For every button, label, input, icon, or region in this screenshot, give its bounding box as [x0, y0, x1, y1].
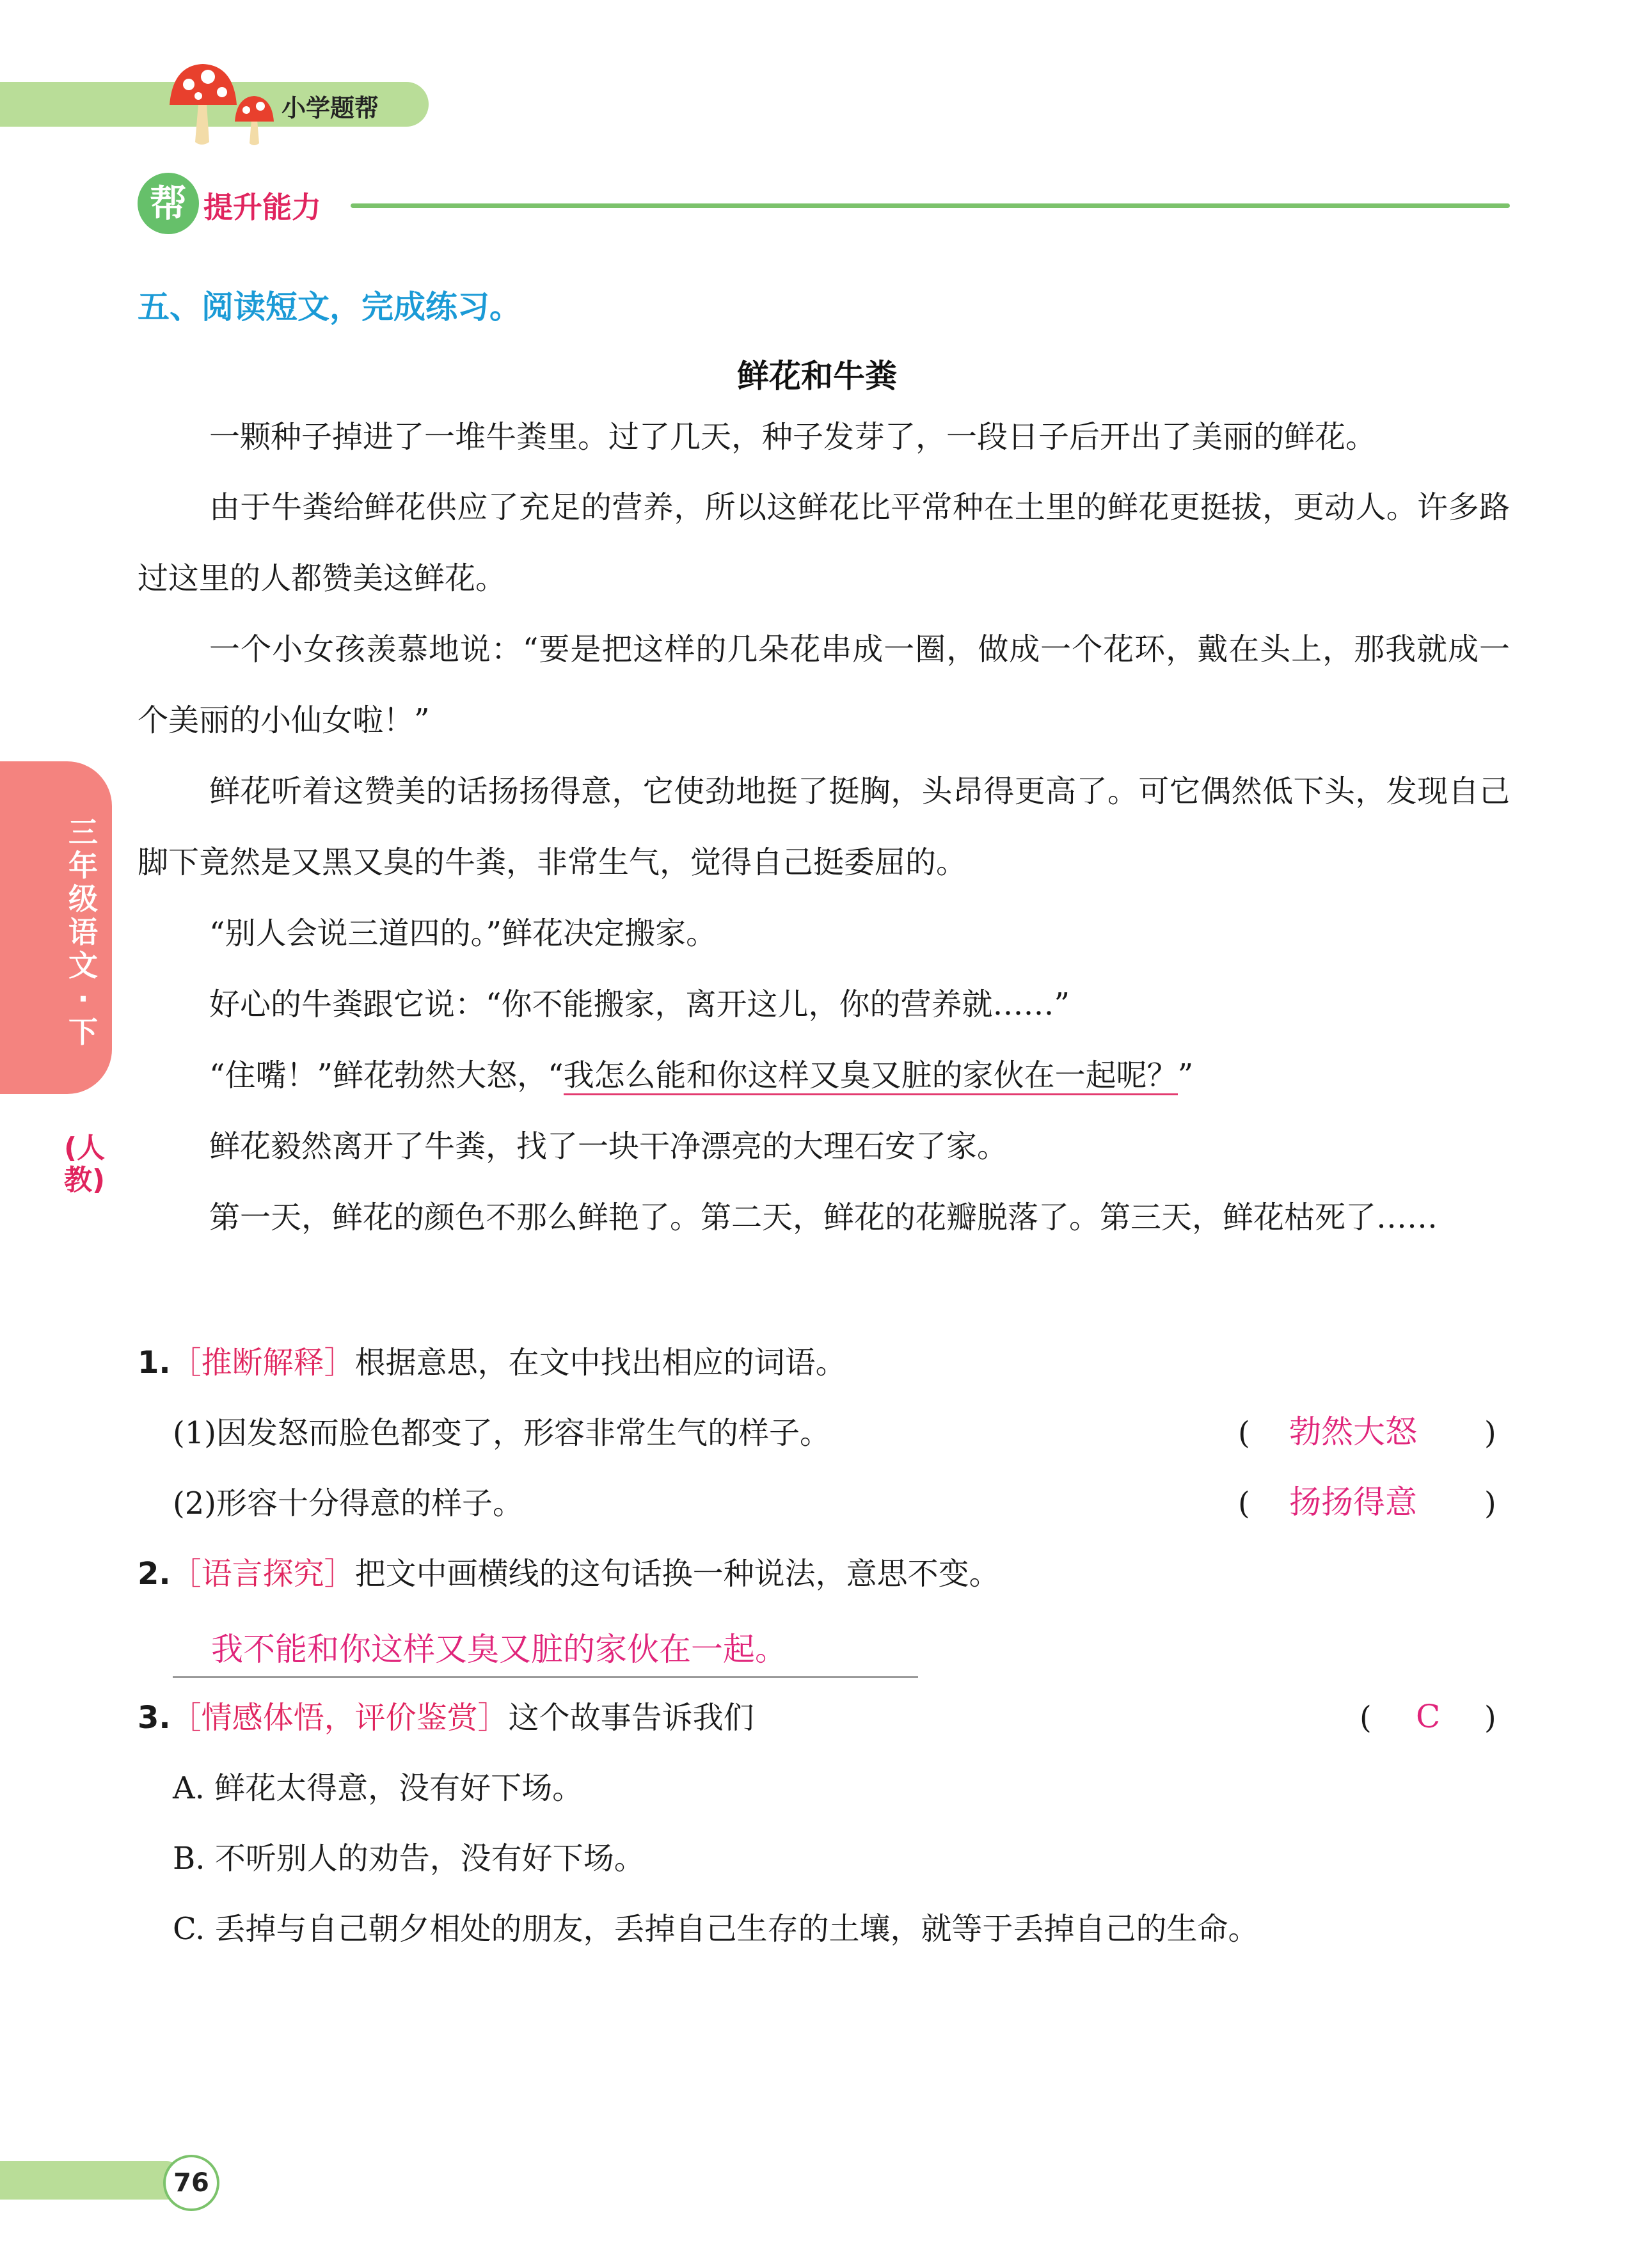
story-paragraph-6: 好心的牛粪跟它说：“你不能搬家，离开这儿，你的营养就……” [209, 987, 1070, 1022]
answer-2: 我不能和你这样又臭又脏的家伙在一起。 [211, 1631, 787, 1668]
section-badge [138, 173, 199, 234]
answer-paren-close: ) [1484, 1700, 1496, 1736]
page-number: 76 [163, 2155, 219, 2211]
answer-paren-open: ( [1238, 1486, 1250, 1521]
answer-1-1: 勃然大怒 [1289, 1413, 1417, 1450]
answer-line [173, 1676, 918, 1678]
question-1-item-1: (1)因发怒而脸色都变了，形容非常生气的样子。 [173, 1415, 830, 1451]
question-tag: ［情感体悟，评价鉴赏］ [170, 1700, 509, 1736]
brand-label: 小学题帮 [282, 94, 379, 122]
story-paragraph-1: 一颗种子掉进了一堆牛粪里。过了几天，种子发芽了，一段日子后开出了美丽的鲜花。 [209, 419, 1377, 455]
question-text: 把文中画横线的这句话换一种说法，意思不变。 [354, 1556, 1000, 1592]
story-paragraph-3: 一个小女孩羡慕地说：“要是把这样的几朵花串成一圈，做成一个花环，戴在头上，那我就成一个美丽的小仙女啦！” [138, 631, 1510, 738]
option-c: C. 丢掉与自己朝夕相处的朋友，丢掉自己生存的土壤，就等于丢掉自己的生命。 [173, 1911, 1259, 1947]
answer-paren-open: ( [1238, 1415, 1250, 1451]
question-3 [138, 1699, 754, 1737]
question-number: 3. [138, 1700, 171, 1736]
section-rule [351, 203, 1510, 208]
story-paragraph-7-start: “住嘴！”鲜花勃然大怒，“ [209, 1058, 564, 1093]
answer-paren-close: ) [1484, 1486, 1496, 1521]
option-a: A. 鲜花太得意，没有好下场。 [173, 1770, 583, 1806]
question-1-item-2: (2)形容十分得意的样子。 [173, 1486, 523, 1521]
story-paragraph-4: 鲜花听着这赞美的话扬扬得意，它使劲地挺了挺胸，头昂得更高了。可它偶然低下头，发现自己脚下竟然是又黑又臭的牛粪，非常生气，觉得自己挺委屈的。 [138, 773, 1510, 880]
story-paragraph-2: 由于牛粪给鲜花供应了充足的营养，所以这鲜花比平常种在土里的鲜花更挺拔，更动人。许多路过这里的人都赞美这鲜花。 [138, 489, 1510, 596]
question-1 [138, 1344, 846, 1382]
task-heading: 五、阅读短文，完成练习。 [138, 289, 521, 326]
question-number: 2. [138, 1556, 171, 1592]
question-number: 1. [138, 1345, 171, 1381]
grade-label: 三年级语文·下 [68, 815, 98, 1049]
question-tag: ［推断解释］ [170, 1345, 355, 1381]
story-paragraph-5: “别人会说三道四的。”鲜花决定搬家。 [209, 916, 717, 951]
footer-band [0, 2161, 186, 2200]
section-heading: 提升能力 [203, 190, 321, 225]
underlined-sentence: 我怎么能和你这样又臭又脏的家伙在一起呢？ [564, 1058, 1178, 1095]
question-tag: ［语言探究］ [170, 1556, 355, 1592]
story-paragraph-7-end: ” [1177, 1058, 1194, 1093]
mushroom-icon [163, 59, 291, 148]
edition-label: (人教) [64, 1132, 106, 1196]
answer-paren-close: ) [1484, 1415, 1496, 1451]
question-2 [138, 1555, 1000, 1593]
question-text: 根据意思，在文中找出相应的词语。 [354, 1345, 846, 1381]
option-b: B. 不听别人的劝告，没有好下场。 [173, 1841, 645, 1876]
answer-1-2: 扬扬得意 [1289, 1484, 1417, 1521]
answer-paren-open: ( [1360, 1700, 1372, 1736]
story-paragraph-9: 第一天，鲜花的颜色不那么鲜艳了。第二天，鲜花的花瓣脱落了。第三天，鲜花枯死了…… [209, 1200, 1438, 1235]
section-badge-label: 帮 [149, 182, 187, 225]
story-paragraph-8: 鲜花毅然离开了牛粪，找了一块干净漂亮的大理石安了家。 [209, 1129, 1008, 1164]
answer-3: C [1416, 1698, 1441, 1735]
question-text: 这个故事告诉我们 [508, 1700, 754, 1736]
story-title: 鲜花和牛粪 [737, 358, 897, 395]
story-paragraph-7 [138, 1040, 1510, 1111]
